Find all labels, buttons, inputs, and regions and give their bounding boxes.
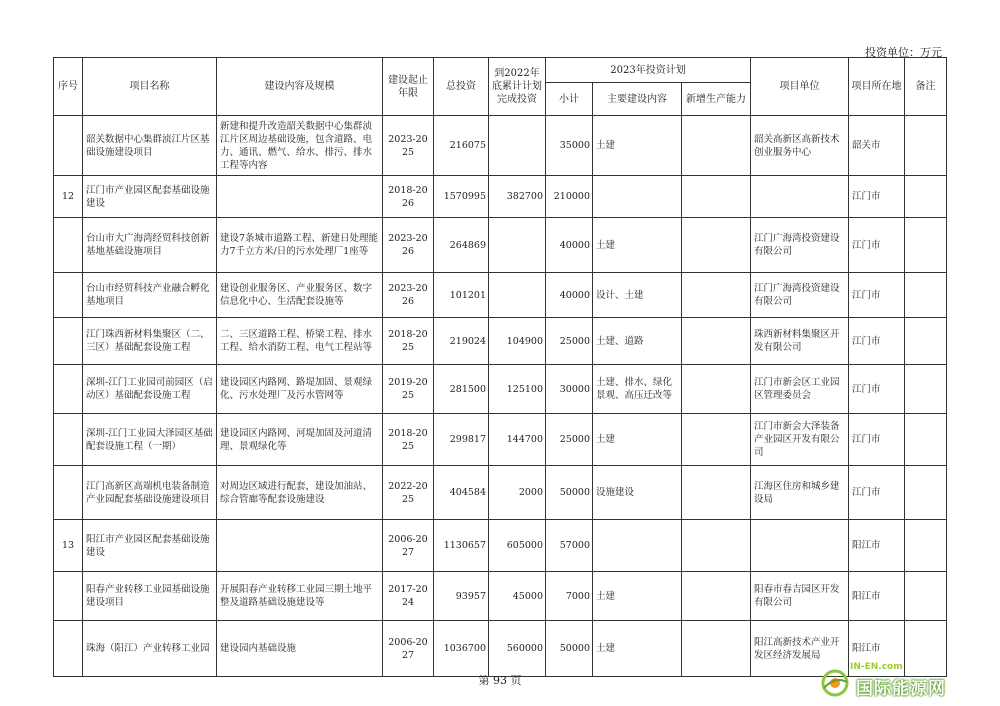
cell-project-unit: 江门市新会区工业园区管理委员会 [751,365,849,414]
cell-main-content: 土建 [593,572,682,621]
cell-period: 2006-2027 [383,621,434,677]
table-row [54,365,947,414]
cell-cumulative: 560000 [489,621,546,677]
cell-location: 阳江市 [849,621,905,677]
watermark [820,662,995,700]
cell-period: 2018-2025 [383,318,434,365]
cell-project-unit [751,520,849,572]
cell-project-unit: 江门市新会大泽装备产业园区开发有限公司 [751,414,849,466]
cell-location: 江门市 [849,218,905,273]
cell-location: 江门市 [849,273,905,318]
cell-seq [54,466,83,520]
cell-content: 开展阳春产业转移工业园三期土地平整及道路基础设施建设等 [217,572,383,621]
cell-content: 建设园内基础设施 [217,621,383,677]
cell-note [905,466,947,520]
cell-total: 1570995 [434,176,489,218]
cell-project-name: 江门市产业园区配套基础设施建设 [83,176,217,218]
cell-cumulative: 125100 [489,365,546,414]
table-row [54,176,947,218]
cell-note [905,520,947,572]
header-content: 建设内容及规模 [217,58,383,116]
header-cumulative-2022: 到2022年底累计计划完成投资 [489,58,546,116]
cell-main-content: 土建 [593,414,682,466]
cell-total: 299817 [434,414,489,466]
cell-main-content: 土建 [593,116,682,176]
cell-content: 建设7条城市道路工程、新建日处理能力7千立方米/日的污水处理厂1座等 [217,218,383,273]
cell-location: 韶关市 [849,116,905,176]
cell-period: 2018-2025 [383,414,434,466]
cell-capacity [682,116,751,176]
cell-period: 2023-2025 [383,116,434,176]
cell-note [905,218,947,273]
cell-content: 建设创业服务区、产业服务区、数字信息化中心、生活配套设施等 [217,273,383,318]
cell-project-unit: 韶关高新区高新技术创业服务中心 [751,116,849,176]
cell-total: 101201 [434,273,489,318]
cell-period: 2019-2025 [383,365,434,414]
cell-main-content: 设施建设 [593,466,682,520]
cell-capacity [682,414,751,466]
cell-location: 阳江市 [849,572,905,621]
cell-cumulative [489,116,546,176]
cell-project-name: 台山市大广海湾经贸科技创新基地基础设施项目 [83,218,217,273]
cell-content: 新建和提升改造韶关数据中心集群浈江片区周边基础设施，包含道路、电力、通讯、燃气、给水、排污、排水工程等内容 [217,116,383,176]
cell-cumulative: 382700 [489,176,546,218]
cell-content: 对周边区域进行配套，建设加油站、综合管廊等配套设施建设 [217,466,383,520]
cell-location: 江门市 [849,365,905,414]
cell-project-name: 阳江市产业园区配套基础设施建设 [83,520,217,572]
cell-capacity [682,466,751,520]
investment-unit-note: 投资单位：万元 [865,46,942,59]
cell-seq: 12 [54,176,83,218]
cell-period: 2022-2025 [383,466,434,520]
cell-location: 江门市 [849,176,905,218]
cell-note [905,414,947,466]
cell-capacity [682,218,751,273]
cell-cumulative: 144700 [489,414,546,466]
cell-project-name: 深圳-江门工业园司前园区（启动区）基础配套设施工程 [83,365,217,414]
cell-note [905,318,947,365]
cell-project-name: 台山市经贸科技产业融合孵化基地项目 [83,273,217,318]
cell-main-content [593,520,682,572]
table-row [54,621,947,677]
table-row [54,318,947,365]
cell-location: 阳江市 [849,520,905,572]
cell-period: 2017-2024 [383,572,434,621]
cell-period: 2023-2026 [383,218,434,273]
cell-project-name: 珠海（阳江）产业转移工业园 [83,621,217,677]
cell-capacity [682,176,751,218]
header-subtotal: 小计 [546,83,593,116]
cell-project-unit: 阳江高新技术产业开发区经济发展局 [751,621,849,677]
cell-project-unit: 江门广海湾投资建设有限公司 [751,218,849,273]
cell-period: 2023-2026 [383,273,434,318]
header-project-unit: 项目单位 [751,58,849,116]
cell-subtotal: 30000 [546,365,593,414]
cell-project-unit: 珠西新材料集聚区开发有限公司 [751,318,849,365]
header-plan-2023: 2023年投资计划 [546,58,751,83]
cell-note [905,572,947,621]
cell-subtotal: 40000 [546,273,593,318]
cell-total: 216075 [434,116,489,176]
cell-project-name: 阳春产业转移工业园基础设施建设项目 [83,572,217,621]
cell-project-unit: 阳春市春吉园区开发有限公司 [751,572,849,621]
cell-location: 江门市 [849,466,905,520]
cell-project-unit: 江海区住房和城乡建设局 [751,466,849,520]
cell-seq [54,621,83,677]
investment-plan-table [53,57,947,677]
cell-total: 219024 [434,318,489,365]
cell-capacity [682,520,751,572]
cell-capacity [682,318,751,365]
cell-cumulative: 45000 [489,572,546,621]
cell-location: 江门市 [849,318,905,365]
cell-subtotal: 25000 [546,414,593,466]
cell-subtotal: 50000 [546,466,593,520]
cell-total: 404584 [434,466,489,520]
cell-subtotal: 35000 [546,116,593,176]
cell-cumulative: 2000 [489,466,546,520]
cell-capacity [682,621,751,677]
cell-content: 建设园区内路网、路堤加固、景观绿化、污水处理厂及污水管网等 [217,365,383,414]
cell-seq: 13 [54,520,83,572]
cell-project-unit [751,176,849,218]
cell-seq [54,273,83,318]
cell-project-name: 江门珠西新材料集聚区（二、三区）基础配套设施工程 [83,318,217,365]
cell-content [217,176,383,218]
cell-period: 2018-2026 [383,176,434,218]
cell-cumulative: 605000 [489,520,546,572]
cell-seq [54,318,83,365]
cell-capacity [682,572,751,621]
header-new-capacity: 新增生产能力 [682,83,751,116]
table-row [54,520,947,572]
header-note: 备注 [905,58,947,116]
cell-project-unit: 江门广海湾投资建设有限公司 [751,273,849,318]
cell-subtotal: 50000 [546,621,593,677]
cell-content: 二、三区道路工程、桥梁工程、排水工程、给水消防工程、电气工程站等 [217,318,383,365]
cell-project-name: 韶关数据中心集群浈江片区基础设施建设项目 [83,116,217,176]
cell-subtotal: 210000 [546,176,593,218]
cell-total: 264869 [434,218,489,273]
cell-note [905,176,947,218]
cell-period: 2006-2027 [383,520,434,572]
table-row [54,572,947,621]
cell-capacity [682,273,751,318]
cell-main-content: 土建 [593,218,682,273]
header-period: 建设起止年限 [383,58,434,116]
cell-location: 江门市 [849,414,905,466]
header-project-name: 项目名称 [83,58,217,116]
watermark-name: 国际能源网 [856,679,946,699]
cell-subtotal: 25000 [546,318,593,365]
cell-total: 1130657 [434,520,489,572]
cell-seq [54,218,83,273]
cell-main-content: 土建 [593,621,682,677]
cell-seq [54,572,83,621]
table-row [54,414,947,466]
header-total-investment: 总投资 [434,58,489,116]
header-location: 项目所在地 [849,58,905,116]
cell-seq [54,365,83,414]
cell-content [217,520,383,572]
cell-subtotal: 7000 [546,572,593,621]
cell-subtotal: 40000 [546,218,593,273]
header-seq: 序号 [54,58,83,116]
cell-seq [54,414,83,466]
cell-main-content: 设计、土建 [593,273,682,318]
cell-cumulative: 104900 [489,318,546,365]
cell-cumulative [489,273,546,318]
globe-logo-icon [820,668,850,698]
cell-subtotal: 57000 [546,520,593,572]
cell-main-content: 土建、排水、绿化景观、高压迁改等 [593,365,682,414]
cell-main-content: 土建、道路 [593,318,682,365]
cell-total: 281500 [434,365,489,414]
cell-content: 建设园区内路网、河堤加固及河道清理、景观绿化等 [217,414,383,466]
cell-note [905,273,947,318]
cell-total: 93957 [434,572,489,621]
table-row [54,273,947,318]
page-number: 第 93 页 [478,674,522,687]
table-row [54,116,947,176]
cell-main-content [593,176,682,218]
cell-seq [54,116,83,176]
cell-capacity [682,365,751,414]
cell-note [905,365,947,414]
cell-cumulative [489,218,546,273]
table-row [54,466,947,520]
table-row [54,218,947,273]
cell-note [905,116,947,176]
cell-total: 1036700 [434,621,489,677]
watermark-site: IN-EN.com [850,662,903,672]
cell-project-name: 深圳-江门工业园大泽园区基础配套设施工程（一期） [83,414,217,466]
header-main-content: 主要建设内容 [593,83,682,116]
cell-project-name: 江门高新区高端机电装备制造产业园配套基础设施建设项目 [83,466,217,520]
